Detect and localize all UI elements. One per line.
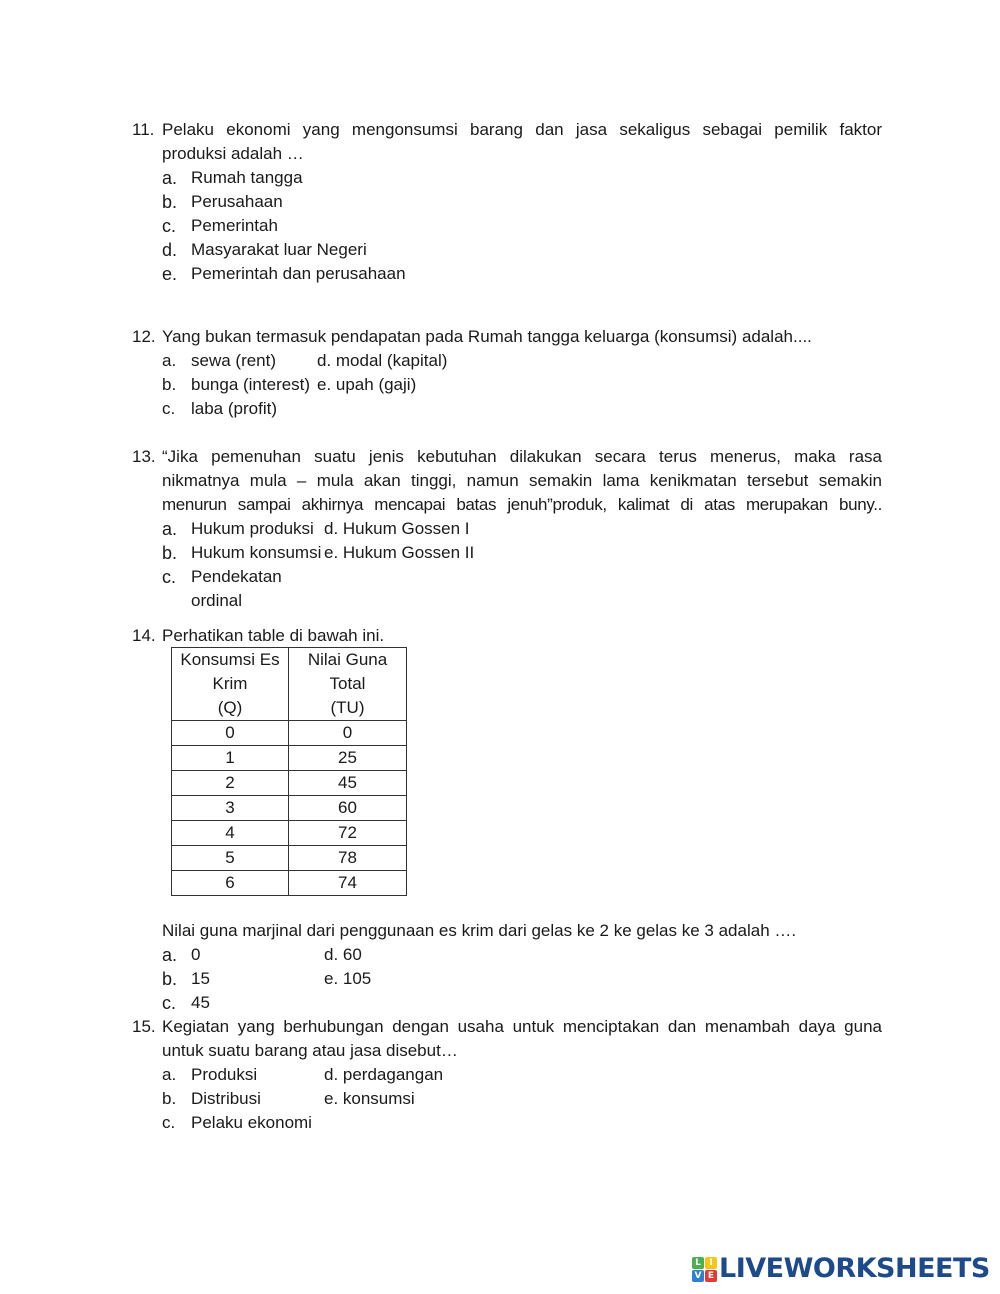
table-row — [172, 821, 407, 846]
option-letter: a. — [162, 519, 178, 539]
option-text: Masyarakat luar Negeri — [191, 240, 367, 259]
option-text: Pelaku ekonomi — [191, 1113, 312, 1132]
option-letter: a. — [162, 945, 178, 965]
question-text-line: Perhatikan table di bawah ini. — [162, 626, 385, 645]
option-c[interactable] — [162, 397, 317, 421]
option-text: d. perdagangan — [324, 1065, 444, 1084]
logo-tile-i: I — [705, 1257, 717, 1269]
utility-table — [171, 647, 407, 896]
option-d[interactable] — [324, 517, 470, 541]
option-c[interactable] — [162, 565, 324, 610]
option-text: Perusahaan — [191, 192, 283, 211]
option-letter: d. — [162, 240, 178, 260]
liveworksheets-logo[interactable] — [692, 1255, 990, 1283]
table-row — [172, 746, 407, 771]
question-11 — [132, 118, 882, 286]
option-letter: c. — [162, 993, 177, 1013]
question-14-followup — [132, 919, 882, 1015]
option-letter: a. — [162, 351, 177, 370]
logo-icon — [692, 1257, 717, 1282]
header-line: Konsumsi Es — [180, 650, 280, 669]
cell-tu: 74 — [289, 871, 407, 896]
option-text: d. Hukum Gossen I — [324, 519, 470, 538]
option-letter: b. — [162, 543, 178, 563]
question-text-line: produksi adalah … — [162, 144, 304, 163]
option-b[interactable] — [162, 373, 317, 397]
cell-tu: 25 — [289, 746, 407, 771]
header-line: Nilai Guna — [307, 650, 388, 669]
header-line: Krim — [212, 674, 248, 693]
table-row — [172, 871, 407, 896]
option-a[interactable] — [162, 517, 324, 541]
table-row — [172, 796, 407, 821]
option-letter: c. — [162, 1113, 176, 1132]
option-c[interactable] — [162, 991, 324, 1015]
cell-q: 0 — [172, 721, 289, 746]
option-text: 45 — [191, 993, 210, 1012]
cell-q: 3 — [172, 796, 289, 821]
option-d[interactable] — [162, 238, 882, 262]
option-letter: a. — [162, 1065, 177, 1084]
option-e[interactable] — [162, 262, 882, 286]
option-text: sewa (rent) — [191, 351, 277, 370]
table-row — [172, 771, 407, 796]
option-letter: b. — [162, 192, 178, 212]
option-letter: c. — [162, 567, 177, 587]
cell-q: 2 — [172, 771, 289, 796]
question-text-line: nikmatnya mula – mula akan tinggi, namun semakin lama kenikmatan tersebut semakin — [162, 471, 882, 490]
option-a[interactable] — [162, 943, 324, 967]
question-15 — [132, 1015, 882, 1135]
option-text: d. modal (kapital) — [317, 351, 448, 370]
option-d[interactable] — [324, 943, 362, 967]
option-text: Rumah tangga — [191, 168, 303, 187]
cell-q: 4 — [172, 821, 289, 846]
cell-q: 5 — [172, 846, 289, 871]
option-text: 0 — [191, 945, 201, 964]
question-text-line: Yang bukan termasuk pendapatan pada Rumah tangga keluarga (konsumsi) adalah.... — [162, 327, 812, 346]
header-line: (TU) — [330, 698, 365, 717]
option-e[interactable] — [317, 373, 416, 397]
question-number: 15. — [132, 1017, 156, 1036]
option-letter: c. — [162, 399, 176, 418]
table-row — [172, 721, 407, 746]
question-text-line: untuk suatu barang atau jasa disebut… — [162, 1041, 458, 1060]
option-text: bunga (interest) — [191, 375, 311, 394]
option-e[interactable] — [324, 541, 474, 565]
cell-q: 1 — [172, 746, 289, 771]
option-d[interactable] — [317, 349, 447, 373]
question-text-line: “Jika pemenuhan suatu jenis kebutuhan dilakukan secara terus menerus, maka rasa — [162, 447, 882, 466]
question-text-line: Nilai guna marjinal dari penggunaan es krim dari gelas ke 2 ke gelas ke 3 adalah …. — [162, 921, 797, 940]
option-b[interactable] — [162, 967, 324, 991]
question-text-line: menurun sampai akhirnya mencapai batas jenuh”produk, kalimat di atas merupakan buny.. — [162, 495, 882, 514]
option-text: Hukum produksi — [191, 519, 314, 538]
option-a[interactable] — [162, 166, 882, 190]
options-list — [162, 349, 882, 421]
cell-tu: 0 — [289, 721, 407, 746]
options-list — [162, 517, 882, 610]
option-text: Pemerintah dan perusahaan — [191, 264, 406, 283]
cell-q: 6 — [172, 871, 289, 896]
option-letter: b. — [162, 1089, 177, 1108]
question-text-line: Pelaku ekonomi yang mengonsumsi barang dan jasa sekaligus sebagai pemilik faktor — [162, 120, 882, 139]
question-number: 11. — [132, 120, 155, 139]
option-c[interactable] — [162, 214, 882, 238]
option-text: e. konsumsi — [324, 1089, 415, 1108]
question-13 — [132, 445, 882, 610]
option-letter: e. — [162, 264, 178, 284]
option-text: e. Hukum Gossen II — [324, 543, 475, 562]
table-header-row — [172, 648, 407, 721]
option-text: 15 — [191, 969, 210, 988]
table-row — [172, 846, 407, 871]
logo-tile-l: L — [692, 1257, 704, 1269]
option-a[interactable] — [162, 1063, 324, 1087]
options-list — [162, 1063, 882, 1135]
option-text: Produksi — [191, 1065, 258, 1084]
option-b[interactable] — [162, 541, 324, 565]
option-letter: a. — [162, 168, 178, 188]
option-text: Pemerintah — [191, 216, 278, 235]
question-text-line: Kegiatan yang berhubungan dengan usaha untuk menciptakan dan menambah daya guna — [162, 1017, 882, 1036]
option-letter: c. — [162, 216, 177, 236]
option-text: Pendekatan ordinal — [191, 567, 282, 610]
option-b[interactable] — [162, 190, 882, 214]
option-text: Hukum konsumsi — [191, 543, 322, 562]
question-number: 13. — [132, 447, 156, 466]
question-number: 14. — [132, 626, 156, 645]
cell-tu: 72 — [289, 821, 407, 846]
header-quantity — [172, 648, 289, 721]
header-line: (Q) — [217, 698, 243, 717]
header-total-utility — [289, 648, 407, 721]
logo-tile-e: E — [705, 1270, 717, 1282]
option-letter: b. — [162, 375, 177, 394]
logo-tile-v: V — [692, 1270, 704, 1282]
options-list — [162, 943, 882, 1015]
cell-tu: 78 — [289, 846, 407, 871]
option-a[interactable] — [162, 349, 317, 373]
option-e[interactable] — [324, 1087, 415, 1111]
option-b[interactable] — [162, 1087, 324, 1111]
option-text: e. upah (gaji) — [317, 375, 417, 394]
option-c[interactable] — [162, 1111, 324, 1135]
option-letter: b. — [162, 969, 178, 989]
question-14 — [132, 624, 882, 648]
logo-text: LIVEWORKSHEETS — [719, 1253, 990, 1284]
cell-tu: 45 — [289, 771, 407, 796]
option-text: e. 105 — [324, 969, 372, 988]
option-text: d. 60 — [324, 945, 362, 964]
option-d[interactable] — [324, 1063, 443, 1087]
cell-tu: 60 — [289, 796, 407, 821]
option-text: Distribusi — [191, 1089, 261, 1108]
header-line: Total — [329, 674, 366, 693]
question-12 — [132, 325, 882, 421]
question-number: 12. — [132, 327, 156, 346]
option-text: laba (profit) — [191, 399, 277, 418]
option-e[interactable] — [324, 967, 371, 991]
options-list — [162, 166, 882, 286]
